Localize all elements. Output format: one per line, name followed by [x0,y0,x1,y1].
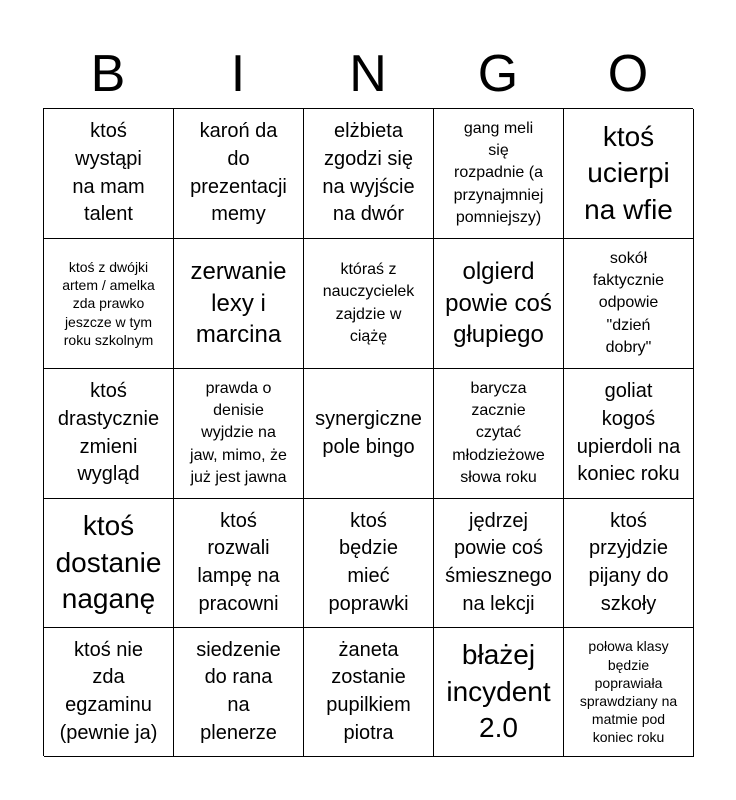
bingo-cell-r3-c3-free[interactable]: synergiczne pole bingo [304,369,434,499]
bingo-cell-r5-c2[interactable]: siedzenie do rana na plenerze [174,628,304,757]
bingo-cell-r2-c3[interactable]: któraś z nauczycielek zajdzie w ciążę [304,239,434,369]
bingo-cell-r1-c5[interactable]: ktoś ucierpi na wfie [564,109,694,239]
bingo-cell-r5-c3[interactable]: żaneta zostanie pupilkiem piotra [304,628,434,757]
bingo-cell-r4-c2[interactable]: ktoś rozwali lampę na pracowni [174,499,304,628]
bingo-cell-r4-c5[interactable]: ktoś przyjdzie pijany do szkoły [564,499,694,628]
bingo-cell-r4-c1[interactable]: ktoś dostanie naganę [44,499,174,628]
bingo-cell-r2-c4[interactable]: olgierd powie coś głupiego [434,239,564,369]
bingo-cell-r2-c5[interactable]: sokół faktycznie odpowie "dzień dobry" [564,239,694,369]
header-letter-o: O [607,45,649,103]
bingo-cell-r3-c2[interactable]: prawda o denisie wyjdzie na jaw, mimo, że już jest jawna [174,369,304,499]
header-letter-i: I [230,45,246,103]
bingo-cell-r3-c4[interactable]: barycza zacznie czytać młodzieżowe słowa roku [434,369,564,499]
bingo-cell-r1-c1[interactable]: ktoś wystąpi na mam talent [44,109,174,239]
bingo-cell-r1-c4[interactable]: gang meli się rozpadnie (a przynajmniej pomniejszy) [434,109,564,239]
bingo-cell-r4-c4[interactable]: jędrzej powie coś śmiesznego na lekcji [434,499,564,628]
header-letter-n: N [349,45,387,103]
bingo-cell-r5-c1[interactable]: ktoś nie zda egzaminu (pewnie ja) [44,628,174,757]
bingo-header [43,40,693,108]
header-letter-b: B [90,45,126,103]
bingo-cell-r1-c3[interactable]: elżbieta zgodzi się na wyjście na dwór [304,109,434,239]
bingo-cell-r4-c3[interactable]: ktoś będzie mieć poprawki [304,499,434,628]
bingo-cell-r5-c4[interactable]: błażej incydent 2.0 [434,628,564,757]
bingo-grid [43,108,693,756]
bingo-cell-r2-c1[interactable]: ktoś z dwójki artem / amelka zda prawko jeszcze w tym roku szkolnym [44,239,174,369]
bingo-cell-r3-c1[interactable]: ktoś drastycznie zmieni wygląd [44,369,174,499]
bingo-cell-r1-c2[interactable]: karoń da do prezentacji memy [174,109,304,239]
bingo-cell-r3-c5[interactable]: goliat kogoś upierdoli na koniec roku [564,369,694,499]
header-letter-g: G [477,45,519,103]
bingo-cell-r2-c2[interactable]: zerwanie lexy i marcina [174,239,304,369]
bingo-cell-r5-c5[interactable]: połowa klasy będzie poprawiała sprawdziany na matmie pod koniec roku [564,628,694,757]
